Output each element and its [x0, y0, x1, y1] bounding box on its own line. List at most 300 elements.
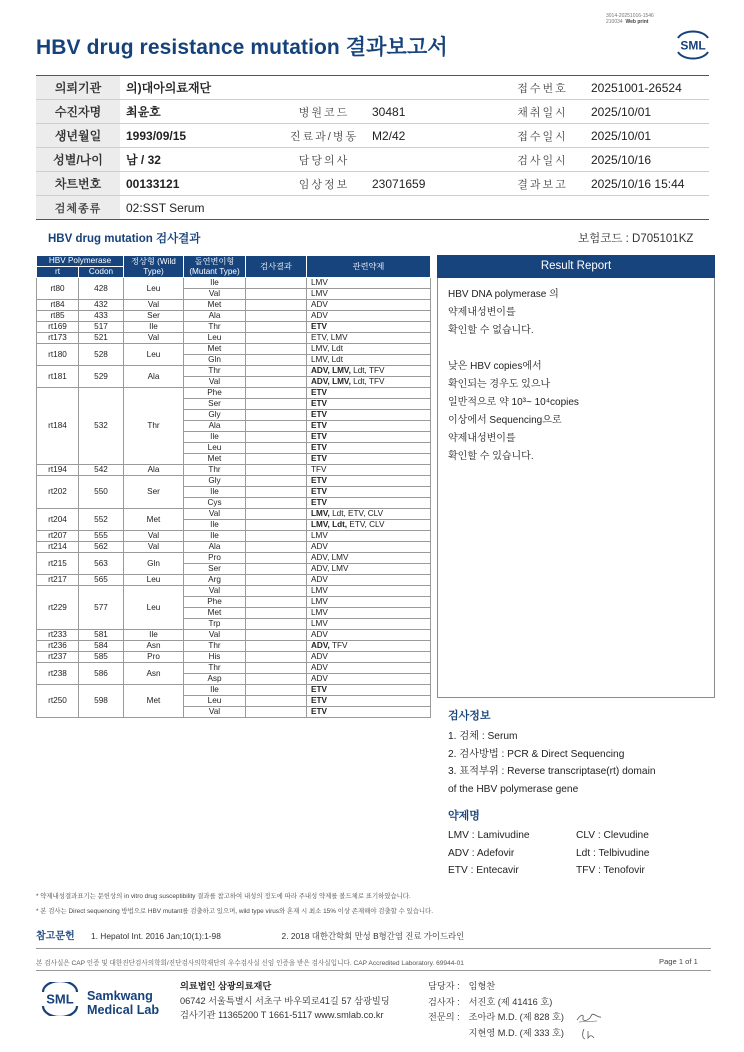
- primary-resistance-drug: ADV, LMV,: [311, 366, 351, 375]
- codon-cell: 555: [79, 531, 124, 542]
- codon-cell: 585: [79, 652, 124, 663]
- accreditation: 본 검사실은 CAP 인증 및 대한진단검사의학회/진단검사의학재단의 우수검사실 신임 인증을 받은 검사실입니다. CAP Accredited Laboratory. 69944-01: [36, 960, 464, 967]
- test-info-line: 1. 검체 : Serum: [448, 731, 518, 742]
- report-line: 이상에서 Sequencing으로: [448, 415, 562, 426]
- rt-cell: rt229: [37, 586, 79, 630]
- mutant-cell: Ser: [184, 399, 246, 410]
- reference-2: 2. 2018 대한간학회 만성 B형간염 진료 가이드라인: [281, 931, 465, 941]
- result-cell: [246, 707, 307, 718]
- wild-type-cell: Asn: [124, 641, 184, 652]
- mutant-cell: Leu: [184, 443, 246, 454]
- table-row: [37, 641, 431, 652]
- rt-cell: rt194: [37, 465, 79, 476]
- result-cell: [246, 531, 307, 542]
- info-value: 20251001-26524: [585, 76, 709, 100]
- drug-name-item: Ldt : Telbivudine: [576, 847, 650, 859]
- drug-cell: LMV: [307, 619, 431, 630]
- info-label: 의뢰기관: [36, 76, 120, 100]
- divider: [36, 948, 711, 949]
- codon-cell: 428: [79, 278, 124, 300]
- mutant-cell: Cys: [184, 498, 246, 509]
- col-mutant-type: 돌연변이형 (Mutant Type): [184, 256, 246, 278]
- result-cell: [246, 520, 307, 531]
- mutant-cell: Ser: [184, 564, 246, 575]
- info-label: 성별/나이: [36, 148, 120, 172]
- result-cell: [246, 553, 307, 564]
- rt-cell: rt84: [37, 300, 79, 311]
- codon-cell: 586: [79, 663, 124, 685]
- wild-type-cell: Pro: [124, 652, 184, 663]
- org-name: 의료법인 삼광의료재단: [180, 981, 272, 991]
- primary-resistance-drug: ETV: [311, 322, 327, 331]
- report-line: 확인되는 경우도 있으나: [448, 379, 551, 390]
- signature-icon: [575, 1012, 603, 1024]
- other-drug: ETV, CLV: [347, 520, 385, 529]
- result-cell: [246, 421, 307, 432]
- other-drug: Ldt, TFV: [350, 366, 385, 375]
- primary-resistance-drug: ADV,: [311, 641, 330, 650]
- test-info-line: 3. 표적부위 : Reverse transcriptase(rt) domain: [448, 766, 656, 777]
- drug-cell: [307, 388, 431, 399]
- staff-info: 담당자 : 임형찬 검사자 : 서진호 (제 41416 호) 전문의 : 조아라 M.D. (제 828 호) 지현영 M.D. (제 333 호): [428, 981, 564, 1038]
- mutant-cell: Ile: [184, 520, 246, 531]
- mutant-cell: Met: [184, 300, 246, 311]
- drug-cell: ETV, LMV: [307, 333, 431, 344]
- drug-name-item: ETV : Entecavir: [448, 865, 519, 876]
- wild-type-cell: Val: [124, 542, 184, 553]
- mutant-cell: Phe: [184, 597, 246, 608]
- wild-type-cell: Thr: [124, 388, 184, 465]
- rt-cell: rt80: [37, 278, 79, 300]
- info-value: 00133121: [120, 172, 282, 196]
- drug-cell: ADV: [307, 674, 431, 685]
- drug-cell: LMV: [307, 278, 431, 289]
- info-value: M2/42: [366, 124, 500, 148]
- drug-cell: [307, 707, 431, 718]
- rt-cell: rt233: [37, 630, 79, 641]
- primary-resistance-drug: ETV: [311, 487, 327, 496]
- result-cell: [246, 619, 307, 630]
- wild-type-cell: Leu: [124, 586, 184, 630]
- info-value: 30481: [366, 100, 500, 124]
- primary-resistance-drug: ETV: [311, 388, 327, 397]
- info-value: 2025/10/16: [585, 148, 709, 172]
- drug-cell: [307, 443, 431, 454]
- drug-name-item: ADV : Adefovir: [448, 847, 515, 859]
- col-codon: Codon: [79, 267, 124, 278]
- rt-cell: rt237: [37, 652, 79, 663]
- primary-resistance-drug: ETV: [311, 432, 327, 441]
- drug-cell: ADV, LMV: [307, 564, 431, 575]
- info-value: 2025/10/16 15:44: [585, 172, 709, 196]
- other-drug: TFV: [329, 641, 348, 650]
- drug-cell: ADV: [307, 575, 431, 586]
- mutant-cell: Asp: [184, 674, 246, 685]
- result-cell: [246, 278, 307, 289]
- mutant-cell: Trp: [184, 619, 246, 630]
- info-label: 접수번호: [500, 76, 585, 100]
- col-wild-type: 정상형 (Wild Type): [124, 256, 184, 278]
- mutant-cell: Val: [184, 289, 246, 300]
- result-cell: [246, 476, 307, 487]
- wild-type-cell: Val: [124, 333, 184, 344]
- primary-resistance-drug: LMV,: [311, 509, 330, 518]
- drug-cell: LMV: [307, 608, 431, 619]
- patient-info-table: [36, 75, 709, 220]
- page-title: HBV drug resistance mutation 결과보고서: [36, 36, 448, 59]
- table-row: [37, 366, 431, 377]
- codon-cell: 577: [79, 586, 124, 630]
- table-row: [37, 586, 431, 597]
- wild-type-cell: Leu: [124, 575, 184, 586]
- result-cell: [246, 322, 307, 333]
- codon-cell: 598: [79, 685, 124, 718]
- result-cell: [246, 465, 307, 476]
- table-row: [37, 278, 431, 289]
- drug-cell: ADV: [307, 300, 431, 311]
- codon-cell: 433: [79, 311, 124, 322]
- wild-type-cell: Ile: [124, 630, 184, 641]
- result-cell: [246, 443, 307, 454]
- result-report-header: Result Report: [437, 255, 715, 278]
- logo-text: SML: [680, 38, 706, 53]
- result-cell: [246, 366, 307, 377]
- result-cell: [246, 597, 307, 608]
- codon-cell: 528: [79, 344, 124, 366]
- col-polymerase: HBV Polymerase: [37, 256, 124, 267]
- sml-logo-icon: [40, 982, 80, 1016]
- result-cell: [246, 432, 307, 443]
- mutant-cell: Leu: [184, 333, 246, 344]
- mutant-cell: Ile: [184, 278, 246, 289]
- info-row: [36, 100, 709, 124]
- drug-cell: TFV: [307, 465, 431, 476]
- other-drug: Ldt, TFV: [350, 377, 385, 386]
- rt-cell: rt236: [37, 641, 79, 652]
- drug-cell: [307, 520, 431, 531]
- result-cell: [246, 388, 307, 399]
- result-cell: [246, 377, 307, 388]
- result-cell: [246, 333, 307, 344]
- info-value: 남 / 32: [120, 148, 282, 172]
- org-contact: 검사기관 11365200 T 1661-5117 www.smlab.co.kr: [180, 1010, 384, 1020]
- result-cell: [246, 663, 307, 674]
- info-label: 검체종류: [36, 196, 120, 220]
- result-cell: [246, 509, 307, 520]
- rt-cell: rt217: [37, 575, 79, 586]
- drug-cell: ADV: [307, 630, 431, 641]
- test-info-title: 검사정보: [448, 710, 491, 722]
- report-line: 확인할 수 없습니다.: [448, 325, 534, 336]
- drug-cell: [307, 399, 431, 410]
- mutant-cell: Leu: [184, 696, 246, 707]
- report-line: 일반적으로 약 10³~ 10⁴copies: [448, 397, 579, 408]
- wild-type-cell: Gln: [124, 553, 184, 575]
- mutant-cell: Gly: [184, 410, 246, 421]
- mutant-cell: Ile: [184, 685, 246, 696]
- table-row: [37, 553, 431, 564]
- info-row: [36, 148, 709, 172]
- codon-cell: 529: [79, 366, 124, 388]
- drug-cell: [307, 421, 431, 432]
- codon-cell: 584: [79, 641, 124, 652]
- drug-cell: LMV, Ldt: [307, 355, 431, 366]
- drug-cell: ADV, LMV: [307, 553, 431, 564]
- rt-cell: rt214: [37, 542, 79, 553]
- mutant-cell: Ile: [184, 432, 246, 443]
- section-title: HBV drug mutation 검사결과: [48, 233, 201, 245]
- primary-resistance-drug: ETV: [311, 685, 327, 694]
- test-info-line: 2. 검사방법 : PCR & Direct Sequencing: [448, 748, 625, 760]
- drug-cell: ADV: [307, 311, 431, 322]
- wild-type-cell: Val: [124, 531, 184, 542]
- drug-cell: [307, 509, 431, 520]
- logo-text: SML: [46, 991, 74, 1007]
- table-row: [37, 311, 431, 322]
- drug-names: [448, 807, 706, 880]
- col-rt: rt: [37, 267, 79, 278]
- mutant-cell: Val: [184, 630, 246, 641]
- wild-type-cell: Ser: [124, 311, 184, 322]
- rt-cell: rt85: [37, 311, 79, 322]
- mutant-cell: Ala: [184, 311, 246, 322]
- drug-cell: [307, 476, 431, 487]
- table-row: [37, 575, 431, 586]
- wild-type-cell: Ile: [124, 322, 184, 333]
- rt-cell: rt238: [37, 663, 79, 685]
- result-cell: [246, 542, 307, 553]
- drug-name-item: LMV : Lamivudine: [448, 830, 530, 841]
- primary-resistance-drug: ETV: [311, 454, 327, 463]
- result-cell: [246, 487, 307, 498]
- info-label: 진료과/병동: [282, 124, 366, 148]
- mutant-cell: Val: [184, 586, 246, 597]
- drug-cell: ADV: [307, 542, 431, 553]
- wild-type-cell: Ala: [124, 366, 184, 388]
- mutant-cell: Thr: [184, 663, 246, 674]
- table-row: [37, 465, 431, 476]
- info-label: 병원코드: [282, 100, 366, 124]
- drug-cell: [307, 322, 431, 333]
- result-cell: [246, 630, 307, 641]
- info-label: 결과보고: [500, 172, 585, 196]
- report-line: 낮은 HBV copies에서: [448, 361, 542, 372]
- table-row: [37, 630, 431, 641]
- mutant-cell: Thr: [184, 641, 246, 652]
- mutant-cell: Met: [184, 344, 246, 355]
- drug-cell: LMV: [307, 531, 431, 542]
- mutant-cell: Arg: [184, 575, 246, 586]
- table-row: [37, 663, 431, 674]
- report-line: HBV DNA polymerase 의: [448, 289, 559, 300]
- info-value: 최윤호: [120, 100, 282, 124]
- reference-1: 1. Hepatol Int. 2016 Jan;10(1):1-98: [90, 931, 221, 941]
- codon-cell: 562: [79, 542, 124, 553]
- report-line: 약제내성변이를: [448, 307, 516, 318]
- mutant-cell: Ala: [184, 542, 246, 553]
- result-cell: [246, 454, 307, 465]
- result-cell: [246, 344, 307, 355]
- drug-cell: [307, 641, 431, 652]
- info-row: [36, 124, 709, 148]
- info-row: [36, 76, 709, 100]
- test-info: [448, 707, 656, 798]
- references-title: 참고문헌: [36, 931, 75, 942]
- drug-cell: [307, 410, 431, 421]
- rt-cell: rt184: [37, 388, 79, 465]
- signature-icon: [579, 1027, 597, 1041]
- table-row: [37, 300, 431, 311]
- mutant-cell: Thr: [184, 465, 246, 476]
- test-info-line: of the HBV polymerase gene: [448, 783, 579, 795]
- footnote: * 약제내성결과표기는 문헌상의 in vitro drug susceptibility 결과를 참고하여 내성의 정도에 따라 주내성 약제를 볼드체로 표기하였습니다.: [36, 893, 411, 900]
- info-label: 차트번호: [36, 172, 120, 196]
- wild-type-cell: Met: [124, 685, 184, 718]
- result-cell: [246, 575, 307, 586]
- codon-cell: 552: [79, 509, 124, 531]
- drug-cell: [307, 696, 431, 707]
- footnote: * 본 검사는 Direct sequencing 방법으로 HBV mutant를 검출하고 있으며, wild type virus와 혼재 시 최소 15% 이상 존재해야 검출할 수 있습니다.: [36, 908, 433, 915]
- info-label: 담당의사: [282, 148, 366, 172]
- drug-cell: [307, 377, 431, 388]
- table-row: [37, 388, 431, 399]
- wild-type-cell: Ser: [124, 476, 184, 509]
- mutant-cell: Val: [184, 509, 246, 520]
- report-line: 확인할 수 있습니다.: [448, 451, 534, 462]
- drug-cell: LMV: [307, 289, 431, 300]
- drug-cell: LMV: [307, 586, 431, 597]
- info-value: 2025/10/01: [585, 100, 709, 124]
- table-row: [37, 652, 431, 663]
- info-row: [36, 172, 709, 196]
- drug-cell: [307, 366, 431, 377]
- report-line: 약제내성변이를: [448, 433, 516, 444]
- codon-cell: 581: [79, 630, 124, 641]
- primary-resistance-drug: ETV: [311, 498, 327, 507]
- primary-resistance-drug: ETV: [311, 707, 327, 716]
- drug-cell: [307, 454, 431, 465]
- drug-cell: [307, 498, 431, 509]
- primary-resistance-drug: ETV: [311, 421, 327, 430]
- info-row: [36, 196, 709, 220]
- result-cell: [246, 696, 307, 707]
- codon-cell: 550: [79, 476, 124, 509]
- brand-name: Samkwang Medical Lab: [87, 989, 160, 1017]
- document-id: 3014-20251016-1546 210034 Web print: [606, 13, 654, 25]
- wild-type-cell: Leu: [124, 344, 184, 366]
- drug-name-item: TFV : Tenofovir: [576, 865, 645, 876]
- table-row: [37, 322, 431, 333]
- primary-resistance-drug: LMV, Ldt,: [311, 520, 348, 529]
- drug-cell: LMV: [307, 597, 431, 608]
- table-row: [37, 344, 431, 355]
- wild-type-cell: Met: [124, 509, 184, 531]
- result-cell: [246, 399, 307, 410]
- col-drug: 관련약제: [307, 256, 431, 278]
- info-label: 채취일시: [500, 100, 585, 124]
- rt-cell: rt202: [37, 476, 79, 509]
- table-row: [37, 333, 431, 344]
- info-value: 1993/09/15: [120, 124, 282, 148]
- info-label: 수진자명: [36, 100, 120, 124]
- divider: [36, 970, 711, 971]
- info-value: 의)대아의료재단: [120, 76, 282, 100]
- rt-cell: rt180: [37, 344, 79, 366]
- mutant-cell: Ile: [184, 531, 246, 542]
- mutant-cell: His: [184, 652, 246, 663]
- mutant-cell: Thr: [184, 322, 246, 333]
- primary-resistance-drug: ETV: [311, 696, 327, 705]
- result-cell: [246, 355, 307, 366]
- codon-cell: 532: [79, 388, 124, 465]
- drug-cell: ADV: [307, 652, 431, 663]
- wild-type-cell: Leu: [124, 278, 184, 300]
- info-value: 02:SST Serum: [120, 196, 709, 220]
- rt-cell: rt173: [37, 333, 79, 344]
- rt-cell: rt250: [37, 685, 79, 718]
- codon-cell: 563: [79, 553, 124, 575]
- wild-type-cell: Asn: [124, 663, 184, 685]
- wild-type-cell: Ala: [124, 465, 184, 476]
- info-label: 접수일시: [500, 124, 585, 148]
- info-label: 생년월일: [36, 124, 120, 148]
- result-cell: [246, 608, 307, 619]
- drug-cell: [307, 487, 431, 498]
- references: [36, 927, 464, 942]
- result-cell: [246, 498, 307, 509]
- result-cell: [246, 300, 307, 311]
- drug-cell: [307, 432, 431, 443]
- drug-cell: [307, 685, 431, 696]
- wild-type-cell: Val: [124, 300, 184, 311]
- codon-cell: 542: [79, 465, 124, 476]
- info-value: [366, 148, 500, 172]
- result-cell: [246, 289, 307, 300]
- drug-names-title: 약제명: [448, 810, 480, 822]
- result-cell: [246, 311, 307, 322]
- result-cell: [246, 410, 307, 421]
- mutant-cell: Gly: [184, 476, 246, 487]
- codon-cell: 517: [79, 322, 124, 333]
- info-label: 검사일시: [500, 148, 585, 172]
- codon-cell: 565: [79, 575, 124, 586]
- result-cell: [246, 641, 307, 652]
- page-number: Page 1 of 1: [659, 957, 698, 966]
- codon-cell: 432: [79, 300, 124, 311]
- rt-cell: rt169: [37, 322, 79, 333]
- rt-cell: rt204: [37, 509, 79, 531]
- insurance-code: 보험코드 : D705101KZ: [578, 233, 694, 245]
- drug-cell: ADV: [307, 663, 431, 674]
- other-drug: Ldt, ETV, CLV: [329, 509, 384, 518]
- table-row: [37, 509, 431, 520]
- mutant-cell: Met: [184, 608, 246, 619]
- info-value: 23071659: [366, 172, 500, 196]
- organization-info: [180, 979, 390, 1023]
- rt-cell: rt181: [37, 366, 79, 388]
- result-cell: [246, 685, 307, 696]
- mutant-cell: Ala: [184, 421, 246, 432]
- table-row: [37, 685, 431, 696]
- org-address: 06742 서울특별시 서초구 바우뫼로41길 57 삼광빌딩: [180, 995, 390, 1006]
- mutant-cell: Val: [184, 377, 246, 388]
- codon-cell: 521: [79, 333, 124, 344]
- info-label: 임상정보: [282, 172, 366, 196]
- mutant-cell: Thr: [184, 366, 246, 377]
- primary-resistance-drug: ETV: [311, 410, 327, 419]
- result-cell: [246, 564, 307, 575]
- drug-name-item: CLV : Clevudine: [576, 830, 649, 841]
